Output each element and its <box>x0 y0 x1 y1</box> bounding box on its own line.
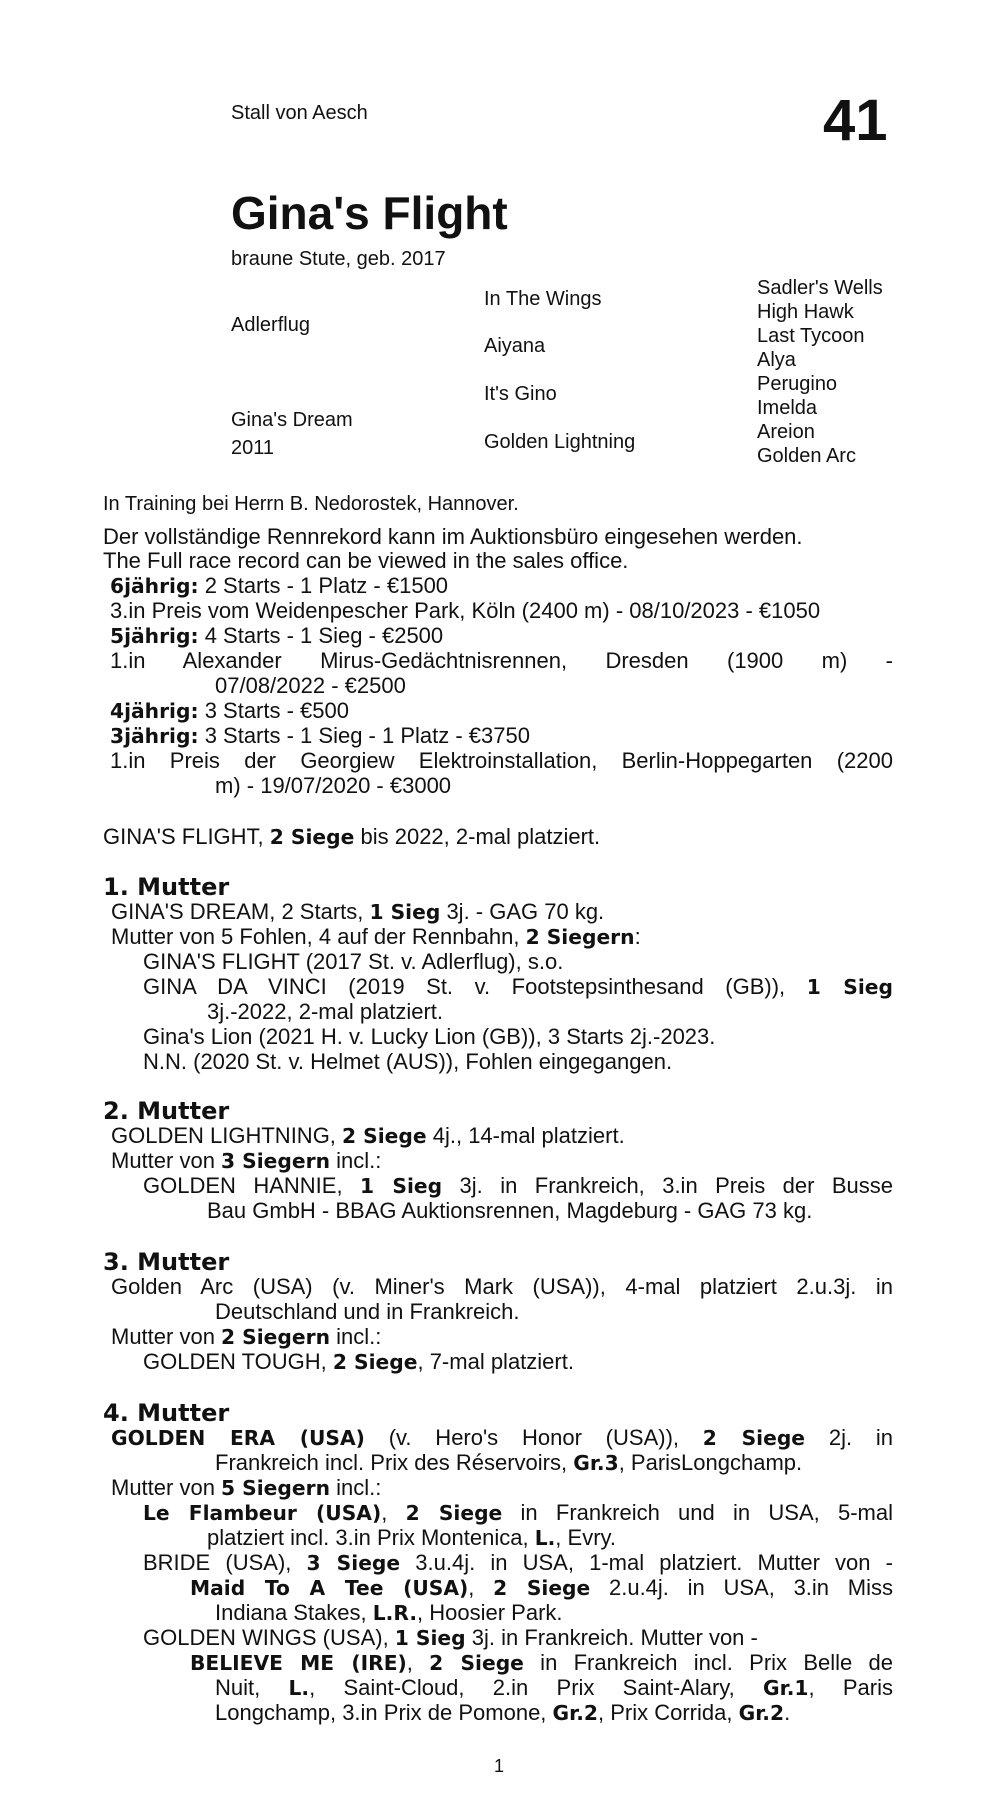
record-3yo-detail-b: m) - 19/07/2020 - €3000 <box>215 773 452 798</box>
summary <box>103 824 600 850</box>
pedigree-sire: Adlerflug <box>231 314 310 336</box>
dam-4-l6-bold: 3 Siege <box>306 1551 401 1575</box>
record-6yo <box>110 573 448 599</box>
record-3yo-text: 3 Starts - 1 Sieg - 1 Platz - €3750 <box>198 723 530 748</box>
dam-3-l3-pre: Mutter von <box>111 1324 222 1349</box>
dam-4-l3-post: incl.: <box>330 1475 382 1500</box>
dam-2-l2-pre: Mutter von <box>111 1148 222 1173</box>
horse-description: braune Stute, geb. 2017 <box>231 248 446 270</box>
dam-2-line-4: Bau GmbH - BBAG Auktionsrennen, Magdeburg - GAG 73 kg. <box>207 1198 813 1223</box>
dam-4-l2-post: , ParisLongchamp. <box>618 1450 803 1475</box>
pedigree-dam-dam: Golden Lightning <box>484 431 636 453</box>
lot-number: 41 <box>823 88 888 153</box>
dam-3-line-3 <box>111 1324 381 1350</box>
record-4yo-label: 4jährig: <box>110 699 199 723</box>
dam-4-line-12 <box>215 1700 790 1726</box>
dam-4-l1-wins: 2 Siege <box>702 1426 806 1450</box>
dam-4-l11-c: , Saint-Cloud, 2.in Prix Saint-Alary, <box>309 1675 764 1700</box>
record-5yo-text: 4 Starts - 1 Sieg - €2500 <box>198 623 444 648</box>
dam-4-l8-post: , Hoosier Park. <box>417 1600 563 1625</box>
pedigree-g3-1: Sadler's Wells <box>757 277 883 299</box>
dam-4-l12-e: . <box>784 1700 791 1725</box>
dam-4-l1-post: 2j. in <box>805 1425 893 1450</box>
horse-name: Gina's Flight <box>231 187 508 239</box>
dam-2-l3-pre: GOLDEN HANNIE, <box>143 1173 360 1198</box>
pedigree-g3-4: Alya <box>757 349 796 371</box>
dam-3-l4-post: , 7-mal platziert. <box>417 1349 574 1374</box>
dam-1-l2-pre: Mutter von 5 Fohlen, 4 auf der Rennbahn, <box>111 924 526 949</box>
dam-1-l1-post: 3j. - GAG 70 kg. <box>440 899 605 924</box>
dam-1-line-7: N.N. (2020 St. v. Helmet (AUS)), Fohlen eingegangen. <box>143 1049 673 1074</box>
dam-4-l7-mid: , <box>468 1575 494 1600</box>
dam-4-l10-mid: , <box>406 1650 430 1675</box>
dam-3-l3-bold: 2 Siegern <box>221 1325 330 1349</box>
pedigree-g3-3: Last Tycoon <box>757 325 865 347</box>
dam-4-line-1 <box>111 1425 893 1451</box>
dam-4-l4-post: in Frankreich und in USA, 5-mal <box>502 1500 893 1525</box>
dam-2-l1-post: 4j., 14-mal platziert. <box>426 1123 625 1148</box>
dam-4-l11-e: , Paris <box>808 1675 893 1700</box>
dam-1-l2-bold: 2 Siegern <box>525 925 635 949</box>
dam-4-l8-bold: L.R. <box>372 1601 418 1625</box>
summary-wins: 2 Siege <box>269 825 355 849</box>
dam-4-l7-post: 2.u.4j. in USA, 3.in Miss <box>590 1575 893 1600</box>
dam-2-line-2 <box>111 1148 381 1174</box>
dam-4-l4-wins: 2 Siege <box>405 1501 503 1525</box>
dam-4-l3-bold: 5 Siegern <box>221 1476 330 1500</box>
dam-2-l2-post: incl.: <box>330 1148 382 1173</box>
pedigree-dam-year: 2011 <box>231 437 275 459</box>
dam-4-l2-pre: Frankreich incl. Prix des Réservoirs, <box>215 1450 574 1475</box>
dam-1-l1-bold: 1 Sieg <box>369 900 441 924</box>
pedigree-dam-sire: It's Gino <box>484 383 557 405</box>
dam-1-l2-post: : <box>634 924 641 949</box>
dam-4-l1-mid: (v. Hero's Honor (USA)), <box>364 1425 703 1450</box>
dam-2-line-3 <box>143 1173 893 1199</box>
record-3yo-detail-a: 1.in Preis der Georgiew Elektroinstallation, Berlin-Hoppegarten (2200 <box>110 748 893 773</box>
dam-3-line-2: Deutschland und in Frankreich. <box>215 1299 520 1324</box>
page-number: 1 <box>494 1756 505 1776</box>
dam-4-l3-pre: Mutter von <box>111 1475 222 1500</box>
dam-3-l4-pre: GOLDEN TOUGH, <box>143 1349 333 1374</box>
dam-4-l12-d: Gr.2 <box>738 1701 785 1725</box>
dam-4-l11-b: L. <box>288 1676 310 1700</box>
dam-4-line-7 <box>190 1575 893 1601</box>
dam-4-line-3 <box>111 1475 381 1501</box>
dam-4-title: 4. Mutter <box>103 1399 230 1427</box>
dam-4-l5-post: , Evry. <box>555 1525 617 1550</box>
record-5yo-detail-b: 07/08/2022 - €2500 <box>215 673 406 698</box>
dam-1-l4-bold: 1 Sieg <box>806 975 894 999</box>
dam-4-l7-name: Maid To A Tee (USA) <box>190 1576 469 1600</box>
dam-3-line-4 <box>143 1349 574 1375</box>
stable-name: Stall von Aesch <box>231 102 368 124</box>
dam-4-l5-bold: L. <box>534 1526 556 1550</box>
dam-1-line-2 <box>111 924 641 950</box>
dam-4-line-4 <box>143 1500 893 1526</box>
record-6yo-detail: 3.in Preis vom Weidenpescher Park, Köln (2400 m) - 08/10/2023 - €1050 <box>110 598 821 623</box>
record-3yo <box>110 723 530 749</box>
dam-4-l9-post: 3j. in Frankreich. Mutter von - <box>465 1625 758 1650</box>
dam-4-l12-a: Longchamp, 3.in Prix de Pomone, <box>215 1700 553 1725</box>
summary-pre: GINA'S FLIGHT, <box>103 824 270 849</box>
dam-4-line-9 <box>143 1625 758 1651</box>
dam-4-line-6 <box>143 1550 893 1576</box>
record-5yo-label: 5jährig: <box>110 624 199 648</box>
dam-4-l11-a: Nuit, <box>215 1675 289 1700</box>
record-note-en: The Full race record can be viewed in the sales office. <box>103 548 629 573</box>
record-3yo-label: 3jährig: <box>110 724 199 748</box>
dam-4-l4-name: Le Flambeur (USA) <box>143 1501 382 1525</box>
dam-3-l4-bold: 2 Siege <box>332 1350 418 1374</box>
dam-4-l5-pre: platziert incl. 3.in Prix Montenica, <box>207 1525 535 1550</box>
dam-4-line-8 <box>215 1600 563 1626</box>
record-4yo-text: 3 Starts - €500 <box>198 698 349 723</box>
record-5yo <box>110 623 443 649</box>
pedigree-sire-dam: Aiyana <box>484 335 546 357</box>
dam-4-l6-pre: BRIDE (USA), <box>143 1550 307 1575</box>
dam-2-l1-bold: 2 Siege <box>342 1124 427 1148</box>
dam-4-l4-mid: , <box>381 1500 406 1525</box>
dam-1-title: 1. Mutter <box>103 873 230 901</box>
dam-4-line-2 <box>215 1450 802 1476</box>
dam-2-l3-post: 3j. in Frankreich, 3.in Preis der Busse <box>442 1173 893 1198</box>
dam-1-line-5: 3j.-2022, 2-mal platziert. <box>207 999 443 1024</box>
dam-2-l2-bold: 3 Siegern <box>221 1149 330 1173</box>
training-info: In Training bei Herrn B. Nedorostek, Hannover. <box>103 493 519 515</box>
dam-2-title: 2. Mutter <box>103 1097 230 1125</box>
dam-4-l7-wins: 2 Siege <box>493 1576 591 1600</box>
pedigree-g3-7: Areion <box>757 421 815 443</box>
dam-4-l1-name: GOLDEN ERA (USA) <box>111 1426 365 1450</box>
record-5yo-detail-a: 1.in Alexander Mirus-Gedächtnisrennen, Dresden (1900 m) - <box>110 648 893 673</box>
dam-4-line-11 <box>215 1675 893 1701</box>
pedigree-sire-sire: In The Wings <box>484 288 602 310</box>
dam-4-l10-post: in Frankreich incl. Prix Belle de <box>523 1650 893 1675</box>
dam-4-l12-c: , Prix Corrida, <box>598 1700 739 1725</box>
pedigree-g3-5: Perugino <box>757 373 838 395</box>
dam-1-line-3: GINA'S FLIGHT (2017 St. v. Adlerflug), s.o. <box>143 949 564 974</box>
summary-post: bis 2022, 2-mal platziert. <box>354 824 601 849</box>
record-4yo <box>110 698 349 724</box>
dam-2-line-1 <box>111 1123 625 1149</box>
dam-4-l10-wins: 2 Siege <box>429 1651 524 1675</box>
pedigree-g3-2: High Hawk <box>757 301 854 323</box>
dam-4-l9-bold: 1 Sieg <box>394 1626 466 1650</box>
dam-3-line-1: Golden Arc (USA) (v. Miner's Mark (USA)), 4-mal platziert 2.u.3j. in <box>111 1274 893 1299</box>
dam-1-line-1 <box>111 899 604 925</box>
dam-1-line-4 <box>143 974 893 1000</box>
pedigree-dam: Gina's Dream <box>231 409 353 431</box>
dam-4-l12-b: Gr.2 <box>552 1701 598 1725</box>
dam-4-line-10 <box>190 1650 893 1676</box>
dam-4-l11-d: Gr.1 <box>763 1676 809 1700</box>
dam-3-title: 3. Mutter <box>103 1248 230 1276</box>
dam-2-l3-bold: 1 Sieg <box>359 1174 443 1198</box>
record-6yo-text: 2 Starts - 1 Platz - €1500 <box>198 573 449 598</box>
dam-4-l8-pre: Indiana Stakes, <box>215 1600 373 1625</box>
dam-4-l2-grade: Gr.3 <box>573 1451 619 1475</box>
dam-4-l9-pre: GOLDEN WINGS (USA), <box>143 1625 395 1650</box>
record-6yo-label: 6jährig: <box>110 574 199 598</box>
dam-2-l1-pre: GOLDEN LIGHTNING, <box>111 1123 343 1148</box>
dam-1-l1-pre: GINA'S DREAM, 2 Starts, <box>111 899 370 924</box>
dam-1-line-6: Gina's Lion (2021 H. v. Lucky Lion (GB)), 3 Starts 2j.-2023. <box>143 1024 716 1049</box>
dam-4-line-5 <box>207 1525 616 1551</box>
dam-3-l3-post: incl.: <box>330 1324 382 1349</box>
dam-1-l4-pre: GINA DA VINCI (2019 St. v. Footstepsinthesand (GB)), <box>143 974 807 999</box>
record-note-de: Der vollständige Rennrekord kann im Auktionsbüro eingesehen werden. <box>103 524 803 549</box>
dam-4-l6-post: 3.u.4j. in USA, 1-mal platziert. Mutter von - <box>400 1550 893 1575</box>
pedigree-g3-8: Golden Arc <box>757 445 856 467</box>
pedigree-g3-6: Imelda <box>757 397 818 419</box>
dam-4-l10-name: BELIEVE ME (IRE) <box>190 1651 407 1675</box>
